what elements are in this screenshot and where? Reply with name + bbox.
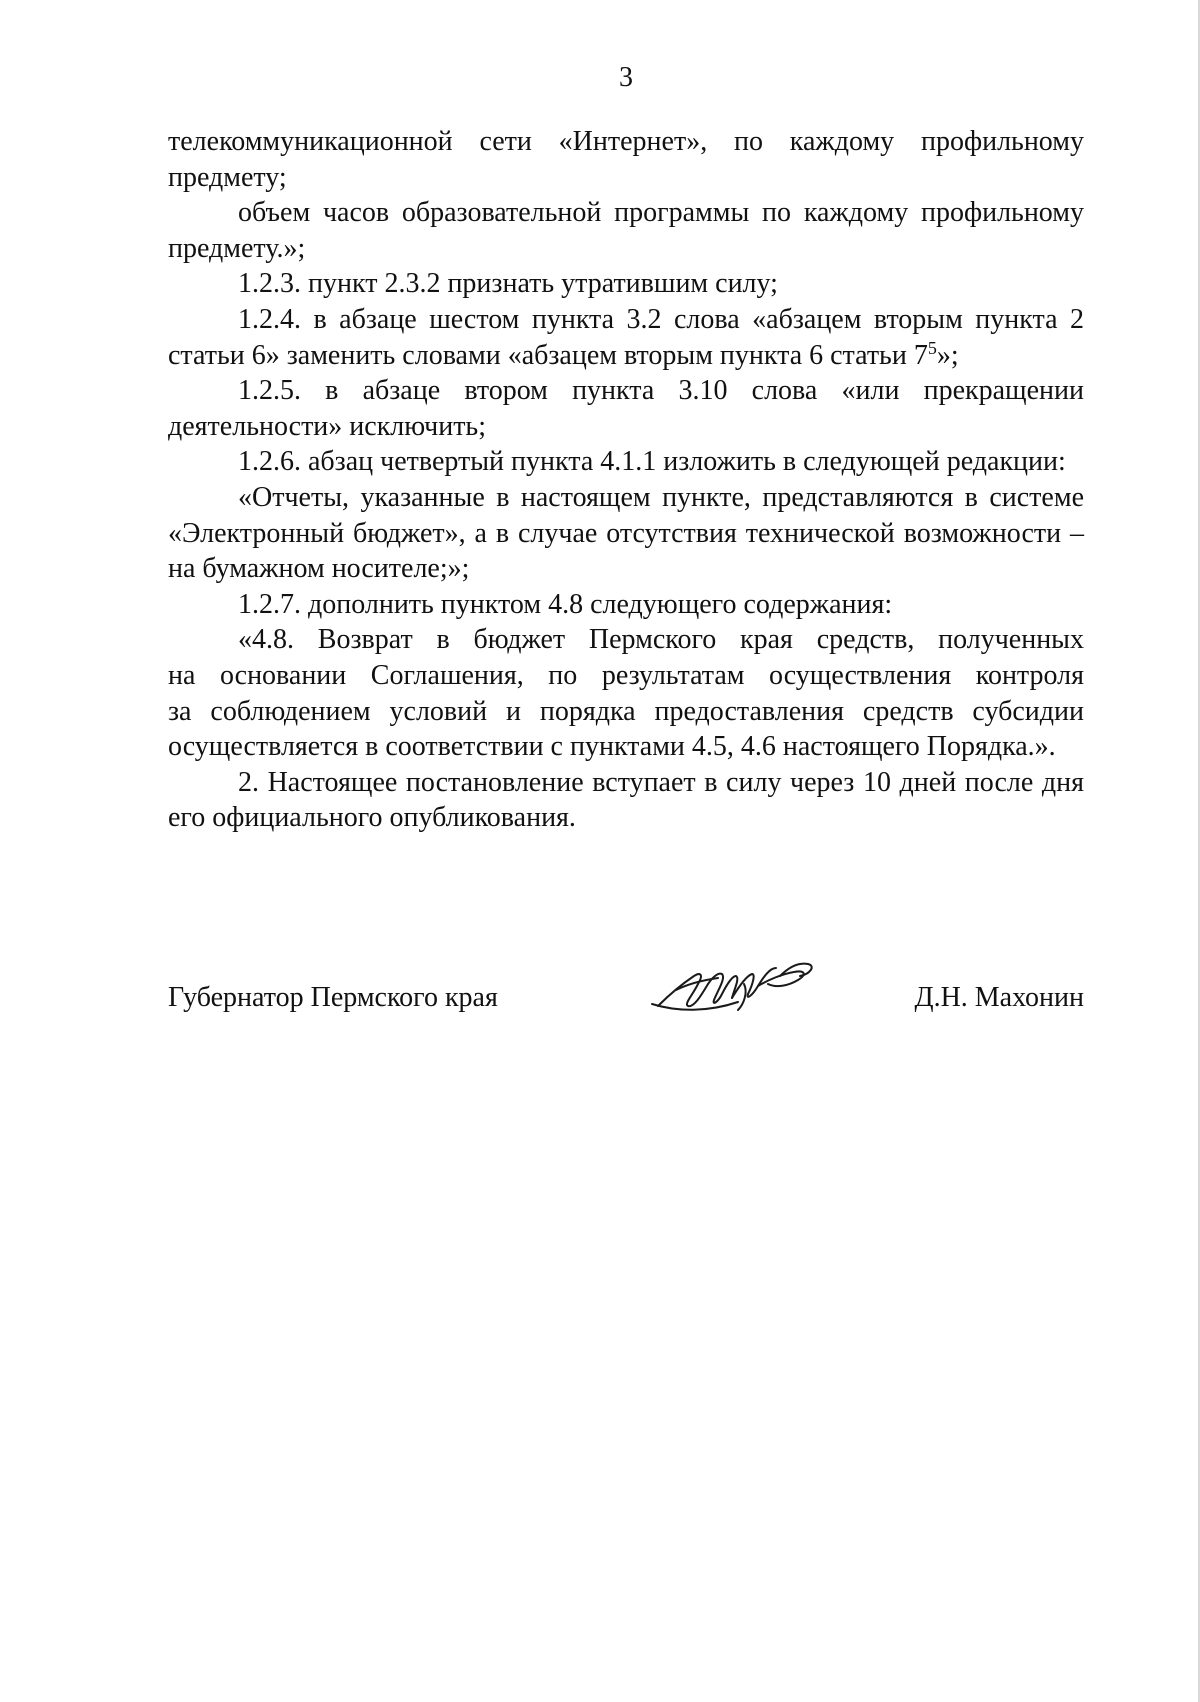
text-line: объем часов образовательной программы по каждому профильному xyxy=(238,197,1084,229)
signatory-title: Губернатор Пермского края xyxy=(168,982,498,1013)
text-line: 2. Настоящее постановление вступает в силу через 10 дней после дня xyxy=(238,766,1084,798)
text-line: предмету; xyxy=(168,161,287,193)
signatory-name: Д.Н. Махонин xyxy=(914,982,1084,1013)
text-line: 1.2.5. в абзаце втором пункта 3.10 слова «или прекращении xyxy=(238,375,1084,407)
text-fragment: статьи 6» заменить словами «абзацем вторым пункта 6 статьи 7 xyxy=(168,339,928,371)
text-line: 1.2.6. абзац четвертый пункта 4.1.1 изложить в следующей редакции: xyxy=(238,446,1066,478)
text-line: «Отчеты, указанные в настоящем пункте, представляются в системе xyxy=(238,481,1084,513)
text-line: на основании Соглашения, по результатам осуществления контроля xyxy=(168,659,1084,691)
text-line: «4.8. Возврат в бюджет Пермского края средств, полученных xyxy=(238,624,1084,656)
text-line: деятельности» исключить; xyxy=(168,410,486,442)
text-line: 1.2.7. дополнить пунктом 4.8 следующего содержания: xyxy=(238,588,893,620)
text-line: «Электронный бюджет», а в случае отсутствия технической возможности – xyxy=(168,517,1084,549)
text-line xyxy=(168,338,1084,374)
text-line: предмету.»; xyxy=(168,232,306,264)
superscript: 5 xyxy=(927,337,937,358)
text-line: за соблюдением условий и порядка предоставления средств субсидии xyxy=(168,695,1084,727)
page-number: 3 xyxy=(619,62,633,93)
text-line: 1.2.3. пункт 2.3.2 признать утратившим силу; xyxy=(238,268,778,300)
text-line: 1.2.4. в абзаце шестом пункта 3.2 слова «абзацем вторым пункта 2 xyxy=(238,303,1084,335)
signature-block xyxy=(168,982,1084,1042)
text-fragment: »; xyxy=(936,339,959,371)
handwritten-signature xyxy=(648,954,828,1024)
text-line: осуществляется в соответствии с пунктами 4.5, 4.6 настоящего Порядка.». xyxy=(168,731,1056,763)
text-line: телекоммуникационной сети «Интернет», по каждому профильному xyxy=(168,126,1084,157)
text-line: на бумажном носителе;»; xyxy=(168,553,470,585)
text-line: его официального опубликования. xyxy=(168,802,576,834)
document-body xyxy=(168,124,1084,836)
